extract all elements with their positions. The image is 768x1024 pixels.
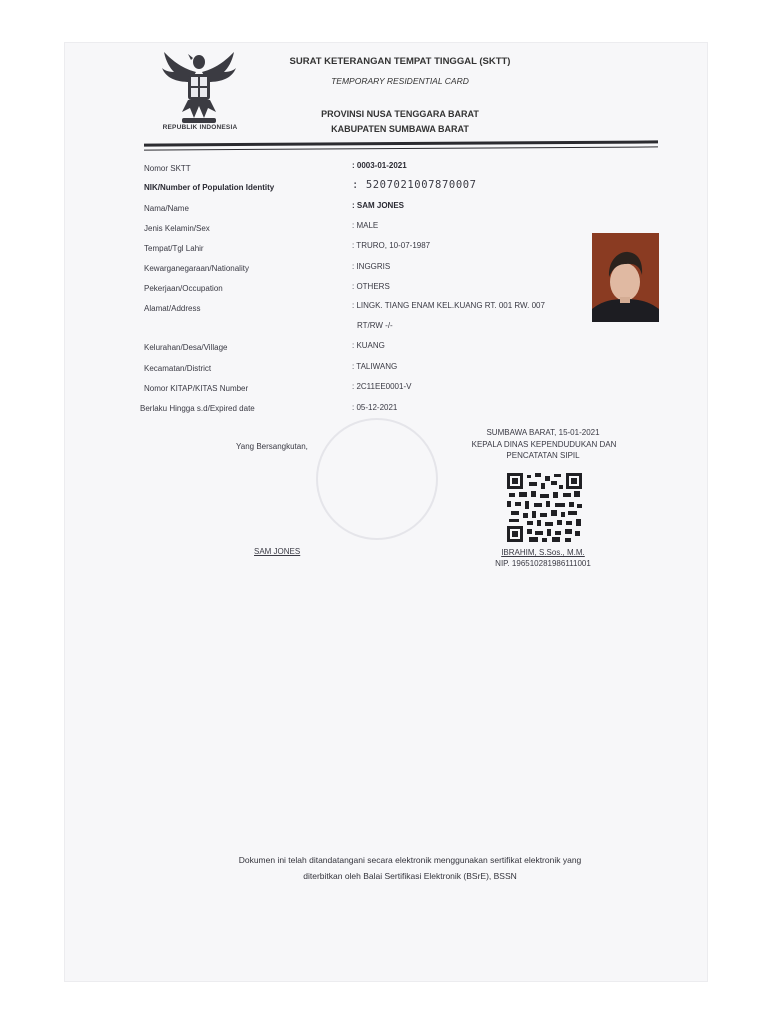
office-title-line2: PENCATATAN SIPIL bbox=[506, 451, 580, 460]
official-nip: NIP. 196510281986111001 bbox=[495, 559, 591, 568]
name-value: : SAM JONES bbox=[352, 201, 405, 210]
expiry-value: : 05-12-2021 bbox=[352, 403, 398, 412]
sex-label: Jenis Kelamin/Sex bbox=[144, 224, 210, 233]
faint-stamp bbox=[316, 418, 438, 540]
nik-value: : 5207021007870007 bbox=[352, 179, 477, 191]
village-value: : KUANG bbox=[352, 341, 385, 350]
birth-value: : TRURO, 10-07-1987 bbox=[352, 241, 431, 250]
garuda-emblem-icon bbox=[160, 48, 238, 134]
office-title-line1: KEPALA DINAS KEPENDUDUKAN DAN bbox=[471, 440, 617, 449]
sktt-label: Nomor SKTT bbox=[144, 164, 191, 173]
sign-place-date: SUMBAWA BARAT, 15-01-2021 bbox=[486, 428, 600, 437]
document-title: SURAT KETERANGAN TEMPAT TINGGAL (SKTT) bbox=[289, 56, 511, 67]
address-rtrw-value: RT/RW -/- bbox=[357, 321, 393, 330]
expiry-label: Berlaku Hingga s.d/Expired date bbox=[140, 404, 255, 413]
occupation-label: Pekerjaan/Occupation bbox=[144, 284, 223, 293]
sex-value: : MALE bbox=[352, 221, 379, 230]
occupation-value: : OTHERS bbox=[352, 282, 390, 291]
nik-label: NIK/Number of Population Identity bbox=[144, 183, 275, 192]
nationality-value: : INGGRIS bbox=[352, 262, 391, 271]
nationality-label: Kewarganegaraan/Nationality bbox=[144, 264, 249, 273]
holder-name: SAM JONES bbox=[254, 547, 301, 556]
address-value: : LINGK. TIANG ENAM KEL.KUANG RT. 001 RW. 007 bbox=[352, 301, 545, 310]
name-label: Nama/Name bbox=[144, 204, 189, 213]
footer-line1: Dokumen ini telah ditandatangani secara elektronik menggunakan sertifikat elektronik yang bbox=[238, 855, 582, 865]
holder-label: Yang Bersangkutan, bbox=[236, 442, 308, 451]
birth-label: Tempat/Tgl Lahir bbox=[144, 244, 204, 253]
holder-photo bbox=[592, 233, 659, 322]
address-label: Alamat/Address bbox=[144, 304, 201, 313]
regency-heading: KABUPATEN SUMBAWA BARAT bbox=[331, 124, 469, 134]
district-value: : TALIWANG bbox=[352, 362, 398, 371]
footer-line2: diterbitkan oleh Balai Sertifikasi Elektronik (BSrE), BSSN bbox=[303, 871, 517, 881]
province-heading: PROVINSI NUSA TENGGARA BARAT bbox=[321, 109, 479, 119]
document-subtitle: TEMPORARY RESIDENTIAL CARD bbox=[331, 76, 469, 86]
kitas-label: Nomor KITAP/KITAS Number bbox=[144, 384, 249, 393]
village-label: Kelurahan/Desa/Village bbox=[144, 343, 228, 352]
emblem-caption: REPUBLIK INDONESIA bbox=[162, 124, 238, 131]
kitas-value: : 2C11EE0001-V bbox=[352, 382, 412, 391]
qr-code-icon bbox=[507, 473, 582, 542]
sktt-value: : 0003-01-2021 bbox=[352, 161, 407, 170]
official-name: IBRAHIM, S.Sos., M.M. bbox=[501, 548, 585, 557]
district-label: Kecamatan/District bbox=[144, 364, 212, 373]
